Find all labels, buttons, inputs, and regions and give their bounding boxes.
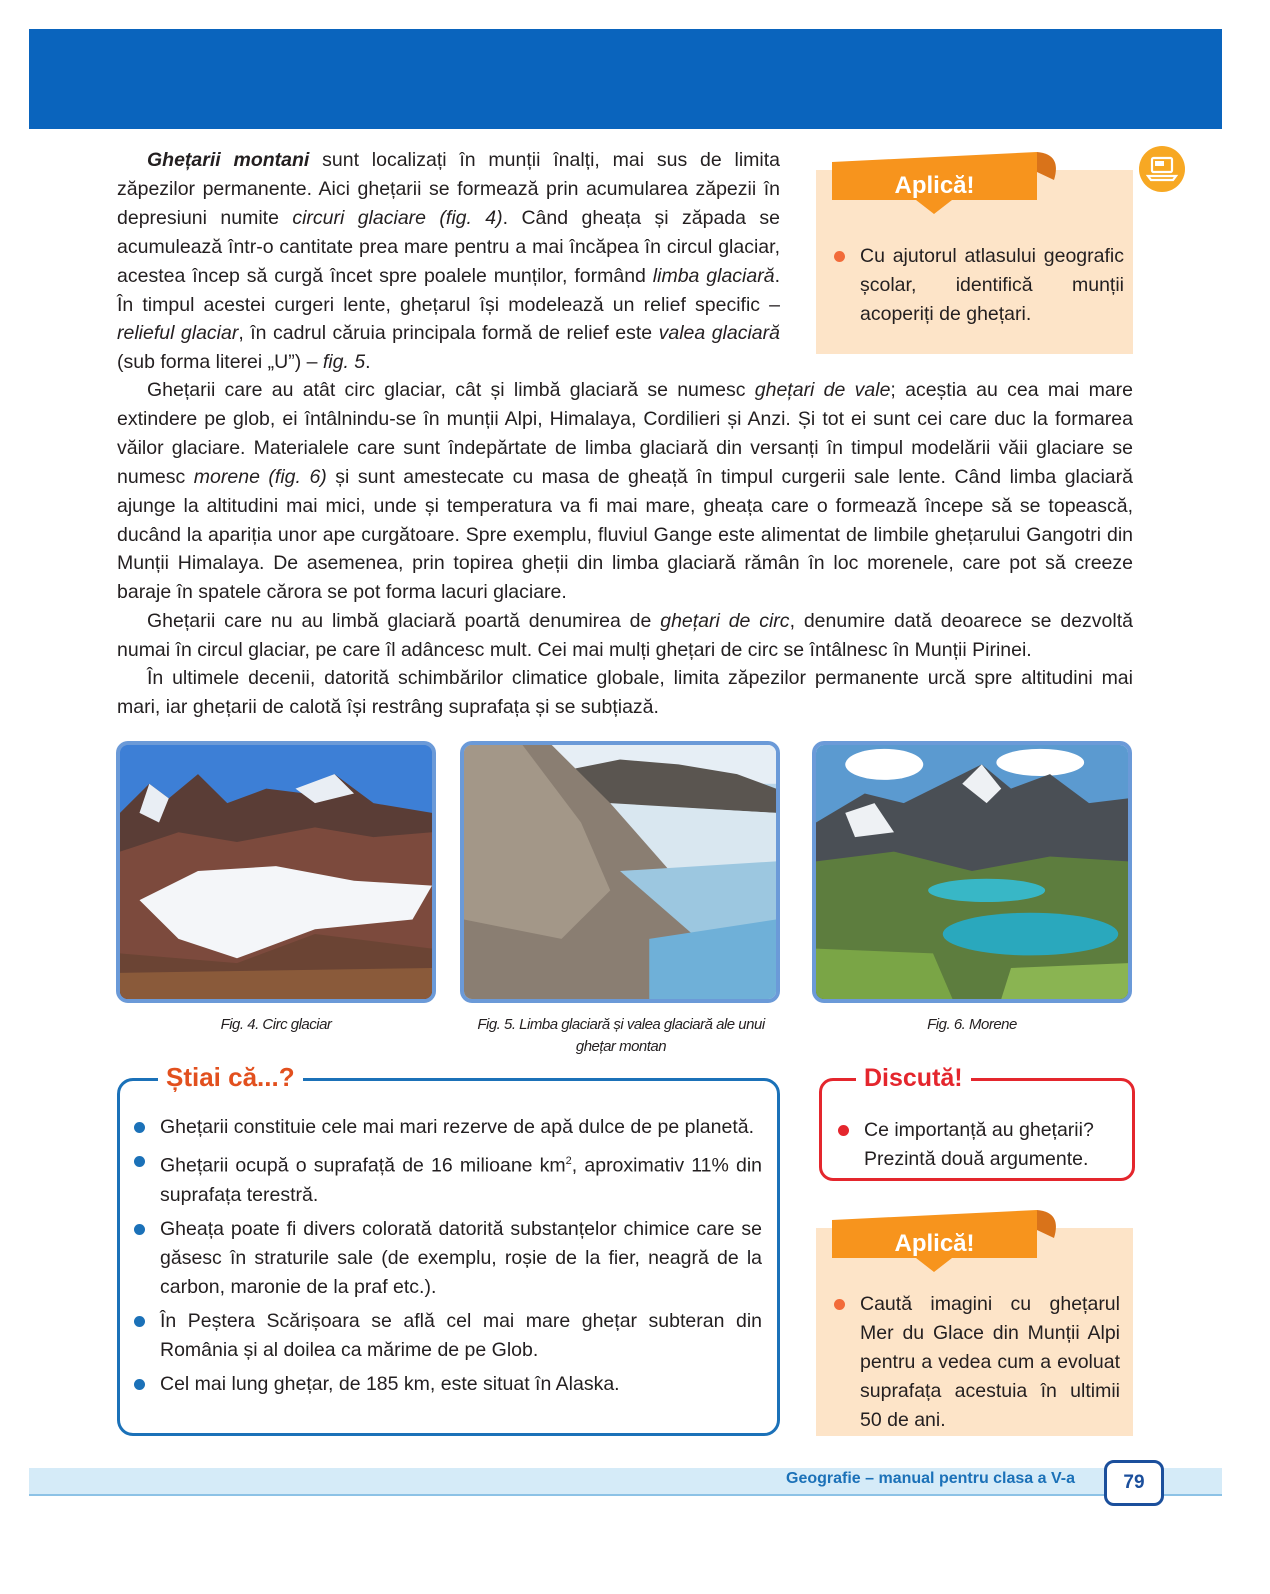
photo-morene [812,741,1132,1003]
list-item: Ghețarii constituie cele mai mari rezerve de apă dulce de pe planetă. [134,1113,762,1142]
paragraph-ghetari-de-vale: Ghețarii care au atât circ glaciar, cât și limbă glaciară se numesc ghețari de vale; aceștia au cea mai mare extindere pe glob, ei întâlnindu-se în munții Alpi, Himalaya, Cordilieri și Anzi. Și tot ei sunt cei care duc la formarea văilor glaciare. Materialele care sunt îndepărtate de limba glaciară din versanți în timpul modelării văii glaciare se numesc morene (fig. 6) și sunt amestecate cu masa de gheață în timpul curgerii sale lente. Când limba glaciară ajunge la altitudini mai mici, unde și temperatura va fi mai mare, gheața care o formează începe să se topească, ducând la apariția unor ape curgătoare. Spre exemplu, fluviul Gange este alimentat de limbile ghețarului Gangotri din Munții Himalaya. De asemenea, prin topirea gheții din limba glaciară rămân în loc morenele, care pot să creeze baraje în spatele cărora se pot forma lacuri glaciare. [117,379,1134,604]
list-item: Caută imagini cu ghețarul Mer du Glace din Munții Alpi pentru a vedea cum a evoluat suprafața acestuia în ultimii 50 de ani. [834,1290,1120,1435]
discuta-title: Discută! [856,1064,971,1093]
aplica-box-2 [816,1228,1133,1436]
list-item: În Peștera Scărișoara se află cel mai mare ghețar subteran din România și al doilea ca mărime de pe Glob. [134,1307,762,1365]
list-item: Ce importanță au ghețarii? Prezintă două argumente. [838,1116,1123,1174]
footer-book-title: Geografie – manual pentru clasa a V-a [786,1470,1075,1487]
aplica-box-1 [816,170,1133,354]
caption-fig-5: Fig. 5. Limba glaciară și valea glaciară ale unui ghețar montan [477,1016,765,1055]
photo-limba-glaciara [460,741,780,1003]
discuta-list [838,1116,1123,1174]
photo-circ-glaciar [116,741,436,1003]
aplica-title-2: Aplică! [894,1230,975,1257]
stiai-ca-title: Știai că...? [158,1062,303,1093]
aplica-title-1: Aplică! [894,172,975,199]
intro-paragraph: Ghețarii montani sunt localizați în munții înalți, mai sus de limita zăpezilor permanente. Aici ghețarii se formează prin acumularea zăpezii în depresiuni numite circuri glaciare (fig. 4). Când gheața și zăpada se acumulează într-o cantitate prea mare pentru a mai încăpea în circul glaciar, acestea încep să curgă încet spre poalele munților, formând limba glaciară. În timpul acestei curgeri lente, ghețarul își modelează un relief specific – relieful glaciar, în cadrul căruia principala formă de relief este valea glaciară (sub forma literei „U”) – fig. 5. [117,149,781,374]
list-item: Cel mai lung ghețar, de 185 km, este situat în Alaska. [134,1370,762,1399]
list-item: Ghețarii ocupă o suprafață de 16 milioane $km^2$, aproximativ 11% din suprafața terestră. [134,1147,762,1210]
caption-fig-4: Fig. 4. Circ glaciar [220,1016,332,1033]
stiai-ca-list [134,1113,762,1399]
paragraph-ghetari-de-circ: Ghețarii care nu au limbă glaciară poartă denumirea de ghețari de circ, denumire dată deoarece se dezvoltă numai în circul glaciar, pe care îl adâncesc mult. Cei mai mulți ghețari de circ se întâlnesc în Munții Pirinei. [117,610,1133,661]
term-ghetari-montani: Ghețarii montani [147,149,310,171]
caption-fig-6: Fig. 6. Morene [927,1016,1017,1033]
laptop-icon [1139,146,1185,192]
list-item: Gheața poate fi divers colorată datorită substanțelor chimice care se găsesc în straturile sale (de exemplu, roșie de la fier, neagră de la carbon, maronie de la praf etc.). [134,1215,762,1302]
list-item: Cu ajutorul atlasului geografic școlar, identifică munții acoperiți de ghețari. [834,242,1124,329]
header-band [29,29,1222,129]
paragraph-schimbari-climatice: În ultimele decenii, datorită schimbărilor climatice globale, limita zăpezilor permanente urcă spre altitudini mai mari, iar ghețarii de calotă își restrâng suprafața și se subțiază. [117,667,1133,718]
page-number: 79 [1104,1460,1164,1506]
